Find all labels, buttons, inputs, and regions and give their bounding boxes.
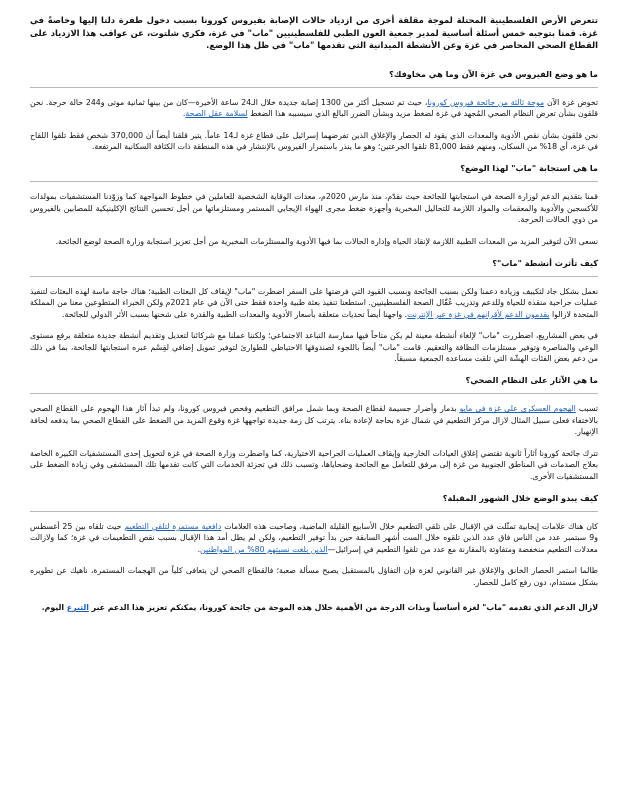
section-virus-status: [30, 68, 598, 153]
link-online-support[interactable]: يقدمون الدعم لأقرانهم في غزة عبر الإنترنت: [407, 309, 550, 319]
paragraph: [30, 403, 598, 437]
link-vaccine-momentum[interactable]: دافعية مستمرة لتلقي التطعيم: [124, 521, 222, 531]
paragraph-text: .: [182, 109, 186, 119]
section-divider: [30, 276, 598, 277]
section-question: ما هو وضع الفيروس في غزة الآن وما هي مخاوفك؟: [389, 68, 598, 79]
paragraph: [30, 97, 598, 120]
donate-link[interactable]: التبرع: [66, 602, 89, 612]
outro-text: لازال الدعم الذي تقدمه "ماب" لغزة أساسياً وبذات الدرجة من الأهمية خلال هذه الموجة من جائحة كورونا، يمكنكم تعزيز هذا الدعم عبر: [88, 602, 598, 612]
paragraph-text: كان هناك علامات إيجابية تمثّلت في الإقبال على تلقي التطعيم خلال الأسابيع القليلة الماضية، وصاحبت هذه العلامات: [221, 521, 599, 531]
section-question: كيف تأثرت أنشطة "ماب"؟: [492, 258, 598, 269]
outro-text: اليوم.: [41, 602, 67, 612]
paragraph-text: نحن قلقون بشأن نقص الأدوية والمعدات الذي يقود له الحصار والإغلاق الذين تفرضهما إسرائيل على قطاع غزة لـ14 عاماً. يتير قلقنا أيضاً أن 370,000 شخص فقط تلقوا اللقاح في غزة، أي 18% من السكان، ومنهم فقط 81,000 تلقوا الجرعتين؛ وهو ما ينذر باستمرار الفيروس بالإنتشار في هذه المنطقة ذات الكثافة السكانية المرتفعة.: [30, 130, 598, 151]
section-divider: [30, 87, 598, 88]
paragraph: [30, 236, 598, 247]
section-coming-months: [30, 492, 598, 588]
paragraph: [30, 286, 598, 320]
paragraph: [30, 448, 598, 482]
article-intro: تتعرض الأرض الفلسطينية المحتلة لموجة مقلقة أخرى من ازدياد حالات الإصابة بفيروس كورونا بسبب دخول طفرة دلتا إليها وخاصةً في غزة. قمنا بتوجيه خمس أسئلة أساسية لمدير جمعية العون الطبي للفلسطينيين "ماب" في غزة، فكري شلتوت، عن عواقب هذا الازدياد على القطاع الصحي المحاصر في غزة وعن الأنشطة الميدانية التي تقدمها "ماب" في ظل هذا الوضع.: [30, 15, 598, 51]
paragraph: [30, 191, 598, 225]
paragraph: [30, 130, 598, 153]
link-israel-vaccination-rate[interactable]: الذين بلغت نسبتهم 80% من المواطنين: [200, 544, 328, 554]
article-outro: [30, 602, 598, 614]
paragraph-text: تترك جائحة كورونا آثاراً ثانوية تقتضي إغلاق العيادات الخارجية وإيقاف العمليات الجراحية الاختيارية، كما واضطرت وزارة الصحة في غزة لتحويل إحدى المستشفيات الكبيرة الخاصة بعلاج الصدمات في المناطق الجنوبية من غزة إلى مرفق للتعامل مع الجائحة وضحاياها، وتسبب ذلك في تجزئة الخدمات التي كانت تقدمها تلك المستشفى وفي زيادة الضغط على المستشفيات الأخرى.: [30, 448, 598, 481]
paragraph-text: بدمار وأضرار جسيمة لقطاع الصحة وبما شمل مرافق التطعيم وفحص فيروس كورونا، ولم تبدأ آثار هذا الهجوم على القطاع الصحي بالاختفاء فعلى سبيل المثال لازال مركز التطعيم في شمال غزة بحاجة لإعادة بناء. يترتب كل زمة جديدة تواجهها غزة وقوع المزيد من الضغط على القطاع الصحي بما يدفعه لحافة الإنهيار.: [30, 404, 598, 437]
section-question: ما هي الآثار على النظام الصحي؟: [465, 375, 598, 386]
paragraph-text: .: [197, 544, 201, 554]
paragraph: [30, 330, 598, 364]
paragraph: [30, 565, 598, 588]
paragraph-text: طالما استمر الحصار الخانق والإغلاق غير القانوني لغزة فإن التفاؤل بالمستقبل يصبح مسألة صعبة؛ فالقطاع الصحي لن يتعافى كلياً من الهجمات المستمرة، ناهيك عن تطويره بشكل مستدام، دون رفع كامل للحصار.: [30, 566, 598, 587]
paragraph-text: . واجهنا أيضاً تحديات متعلقة بأسعار الأدوية والمعدات الطبية والقدرة على شحنها بسبب الأثر الدولي للجائحة.: [62, 309, 408, 319]
section-divider: [30, 511, 598, 512]
paragraph-text: في بعض المشاريع، اضطررت "ماب" لإلغاء أنشطة معينة لم يكن متاحاً فيها ممارسة التباعد الاجتماعي؛ ولكننا عملنا مع شركائنا لتعديل وتقديم أنشطة جديدة متعلقة برفع مستوى الوعي والمناصرة وتوفير مستلزمات النظافة والتعقيم. قامت "ماب" أيضاً باللجوء لصندوقها الاحتياطي للطوارئ لتوفير تمويل إضافي لقِسْم عبره استجابتها للجائحة، بما في ذلك من دعم بعض الفئات الهشّة التي تلقت مساعدة الجمعية مسبقاً.: [30, 331, 598, 364]
paragraph: [30, 521, 598, 555]
section-divider: [30, 393, 598, 394]
section-divider: [30, 181, 598, 182]
paragraph-text: نعمل بشكل جاد لتكييف وزيادة دعمنا ولكن بسبب الجائحة وبسبب القيود التي فرضتها على السفر اضطرت "ماب" لإيقاف كل البعثات الطبية؛ هناك حاجة ماسة لهذه البعثات لتنفيذ عمليات جراحية منقذة للحياة وللدعم وتدريب عُقّال الصحة الفلسطينيين. استطعنا تنفيذ بعثة طبية واحدة فقط حتى الآن في عام 2021م ولكن الخبراء المتطوعين معنا من المملكة المتحدة لازالوا: [30, 287, 599, 319]
link-third-wave[interactable]: موجة ثالثة من جائحة فيروس كورونا: [427, 97, 545, 107]
paragraph-text: تخوض غزة الآن: [544, 97, 598, 107]
link-may-offensive[interactable]: الهجوم العسكري على غزة في مايو: [459, 404, 576, 414]
paragraph-text: نسعى الآن لتوفير المزيد من المعدات الطبية اللازمة لإنقاذ الحياة وإدارة الحالات بما فيها الأدوية والمستلزمات المخبرية من أجل تعزيز استجابة وزارة الصحة لوضع الجائحة.: [55, 236, 598, 246]
paragraph-text: قمنا بتقديم الدعم لوزارة الصحة في استجابتها للجائحة حيث نقدّم، منذ مارس 2020م، معدات الوقاية الشخصية للعاملين في خطوط المواجهة كما وزوّدنا المستشفيات بمولدات للأكسجين والأدوية والمعقمات والمواد اللازمة للتحاليل المخبرية وأجهزة ضغط مجرى الهواء الإيجابي المستمر ومستلزماتها من أجل تحسين النتائج الإكلينيكية للمصابين بالفيروس من ذوي الحالات الحرجة.: [30, 192, 599, 225]
section-question: كيف يبدو الوضع خلال الشهور المقبلة؟: [442, 492, 598, 503]
paragraph-text: تسبب: [575, 404, 598, 414]
section-question: ما هي استجابة "ماب" لهذا الوضع؟: [460, 163, 598, 174]
section-activities-impact: [30, 257, 598, 364]
paragraph-text: ، حيث تم تسجيل أكثر من 1300 إصابة جديدة خلال الـ24 ساعة الأخيرة—كان من بينها ثمانية موتى و244 حالة حرجة. نحن قلقون بشأن تعرض النظام الصحي المُجهد في غزة لضغط مزيد وبشأن الضرر البالغ الذي سيسببه هذا الضغط: [30, 97, 598, 119]
paragraph-text: حيث تلقاه بين 25 أغسطس و9 سبتمبر عدد من الناس فاق عدد الذين تلقوه خلال الست أشهر السابقة حين بدأ توفير التطعيم، ولكن لم يطل أمد هذا الإقبال بسبب نقص التطعيمات في غزة؛ كما ولازالت معدلات التطعيم منخفضة ومتفاوتة بالمقارنة مع عدد من تلقوا التطعيم في إسرائيل—: [30, 521, 598, 554]
section-map-response: [30, 162, 598, 247]
section-health-system-effects: [30, 374, 598, 481]
link-mental-health[interactable]: لسلامة عقل الصحة: [185, 109, 248, 119]
